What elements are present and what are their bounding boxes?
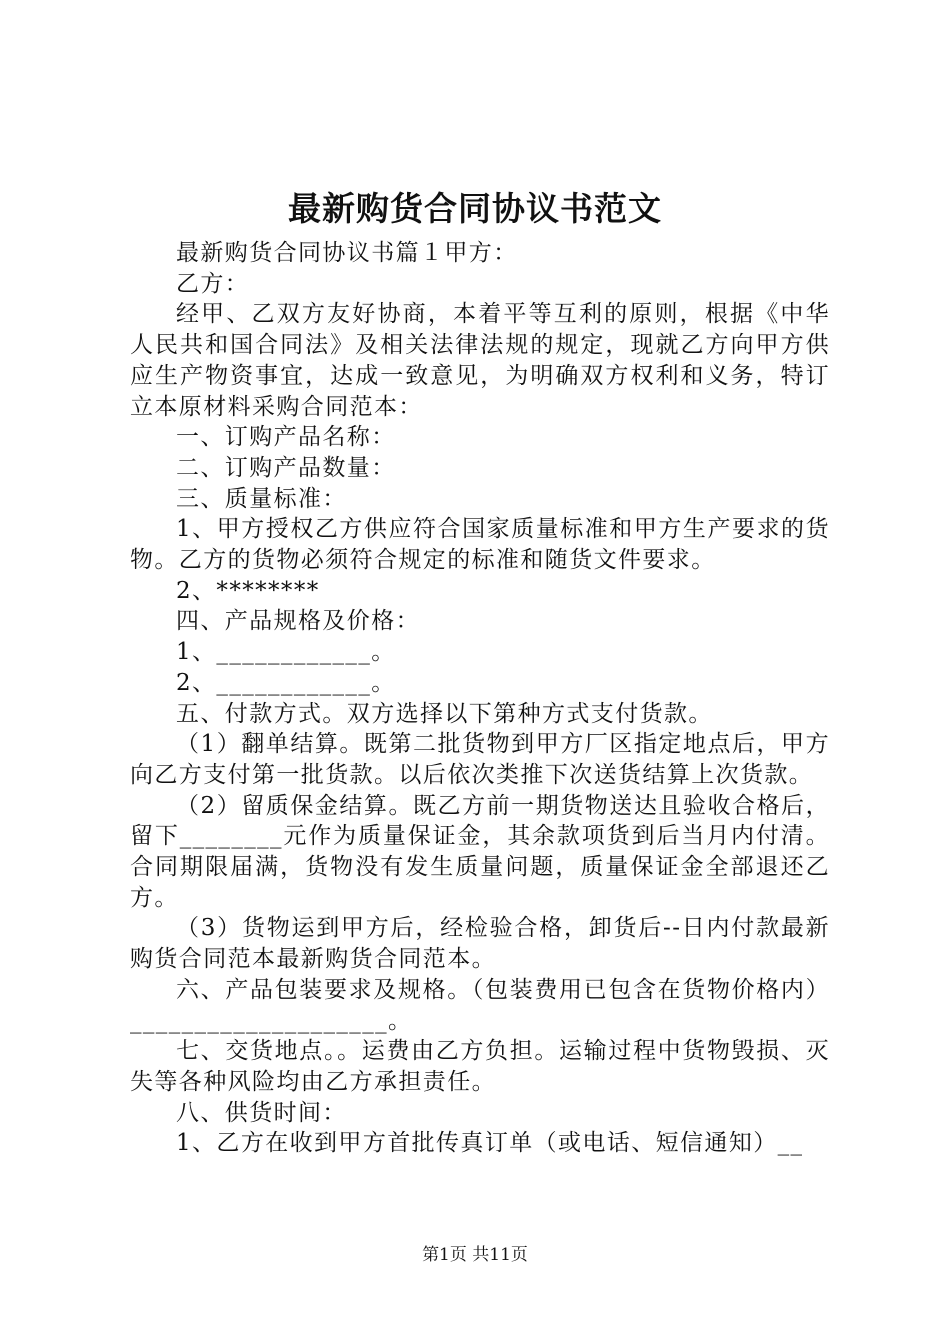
paragraph: 1、甲方授权乙方供应符合国家质量标准和甲方生产要求的货物。乙方的货物必须符合规定的标准和随货文件要求。: [130, 516, 830, 574]
paragraph: 2、____________。: [176, 669, 396, 696]
paragraph: 1、乙方在收到甲方首批传真订单（或电话、短信通知）__: [176, 1130, 804, 1157]
paragraph: （3）货物运到甲方后，经检验合格，卸货后--日内付款最新购货合同范本最新购货合同范本。: [130, 915, 830, 973]
paragraph: 四、产品规格及价格：: [176, 608, 420, 635]
paragraph: 五、付款方式。双方选择以下第种方式支付货款。: [176, 700, 713, 727]
paragraph: 2、********: [176, 577, 320, 604]
paragraph: 二、订购产品数量：: [176, 454, 396, 481]
document-title: 最新购货合同协议书范文: [288, 189, 662, 228]
paragraph: （2）留质保金结算。既乙方前一期货物送达且验收合格后，留下________元作为质量保证金，其余款项货到后当月内付清。合同期限届满，货物没有发生质量问题，质量保证金全部退还乙方。: [130, 792, 830, 911]
paragraph: 七、交货地点。。运费由乙方负担。运输过程中货物毁损、灭失等各种风险均由乙方承担责任。: [130, 1038, 830, 1095]
page-number: 第1页 共11页: [422, 1245, 528, 1265]
paragraph: （1）翻单结算。既第二批货物到甲方厂区指定地点后，甲方向乙方支付第一批货款。以后依次类推下次送货结算上次货款。: [130, 731, 830, 788]
paragraph: 乙方：: [176, 270, 250, 297]
paragraph: 三、质量标准：: [176, 485, 347, 512]
paragraph: 八、供货时间：: [176, 1099, 347, 1126]
paragraph: 1、____________。: [176, 639, 396, 666]
paragraph: 六、产品包装要求及规格。（包装费用已包含在货物价格内）____________________。: [130, 976, 830, 1034]
paragraph: 最新购货合同协议书篇１甲方：: [176, 240, 518, 266]
paragraph: 一、订购产品名称：: [176, 424, 396, 451]
document-body: [130, 238, 830, 1159]
paragraph: 经甲、乙双方友好协商，本着平等互利的原则，根据《中华人民共和国合同法》及相关法律法规的规定，现就乙方向甲方供应生产物资事宜，达成一致意见，为明确双方权利和义务，特订立本原材料采购合同范本：: [130, 301, 830, 420]
